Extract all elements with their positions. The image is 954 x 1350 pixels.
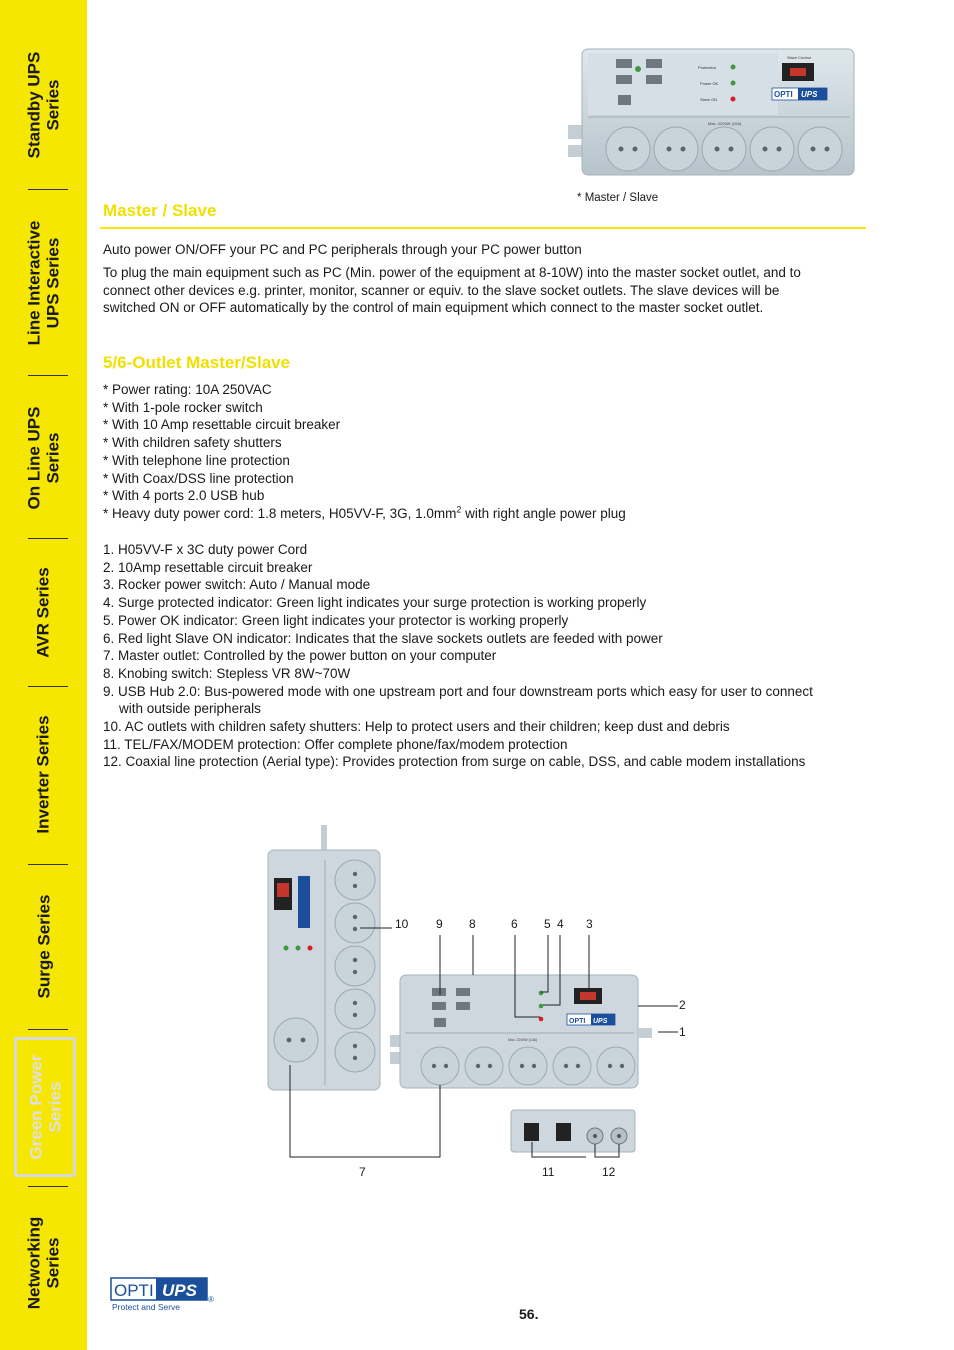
list-item: [103, 505, 823, 523]
logo-text-ups: UPS: [162, 1281, 197, 1300]
callout-1: 1: [679, 1025, 686, 1039]
sidebar-item-label: AVR Series: [34, 567, 53, 658]
callout-2: 2: [679, 998, 686, 1012]
sidebar-item-green-power[interactable]: [14, 1037, 76, 1177]
callout-10: 10: [395, 917, 409, 931]
list-item: 12. Coaxial line protection (Aerial type): Provides protection from surge on cable, DSS, and cable modem installations: [103, 754, 806, 770]
list-item: 11. TEL/FAX/MODEM protection: Offer complete phone/fax/modem protection: [103, 736, 568, 752]
logo-text-opti: OPTI: [114, 1281, 154, 1300]
section-divider: [100, 227, 866, 229]
product-photo-top: [568, 45, 858, 180]
product-diagram: [260, 820, 700, 1165]
sidebar-item-label: Series: [43, 79, 63, 131]
sidebar-item-label: Surge Series: [34, 894, 54, 998]
max-rating-label: Max. 2200W (10A): [708, 121, 742, 126]
svg-text:OPTI: OPTI: [569, 1018, 586, 1025]
numbered-list: [103, 541, 823, 771]
list-item: 3. Rocker power switch: Auto / Manual mode: [103, 577, 371, 593]
list-item: 2. 10Amp resettable circuit breaker: [103, 559, 313, 575]
protection-label: Protection: [698, 65, 717, 70]
sidebar-item-line-interactive[interactable]: [0, 195, 87, 370]
list-item: * With Coax/DSS line protection: [103, 470, 294, 486]
section-title-outlet-master-slave: 5/6-Outlet Master/Slave: [103, 353, 291, 372]
list-item: 4. Surge protected indicator: Green light indicates your surge protection is working properly: [103, 595, 647, 611]
svg-text:OPTI: OPTI: [774, 90, 793, 99]
sidebar-divider: [28, 686, 68, 687]
callout-4: 4: [557, 917, 564, 931]
sidebar-item-label: Green Power: [26, 1054, 45, 1160]
logo-registered-mark: ®: [208, 1295, 214, 1304]
sidebar-divider: [28, 864, 68, 865]
sidebar-item-label: Series: [43, 431, 63, 484]
list-item: 9. USB Hub 2.0: Bus-powered mode with one upstream port and four downstream ports which easy for user to connect with outside peripherals: [103, 683, 813, 717]
list-item: 10. AC outlets with children safety shutters: Help to protect users and their children; keep dust and debris: [103, 719, 730, 735]
sidebar-item-label: Series: [45, 1081, 64, 1133]
section-title-master-slave: Master / Slave: [103, 201, 217, 220]
caption-text: Master / Slave: [584, 192, 659, 204]
slave-on-label: Slave ON: [700, 97, 718, 102]
svg-text:UPS: UPS: [801, 90, 818, 99]
page-number: 56.: [519, 1306, 539, 1322]
callout-7: 7: [359, 1165, 366, 1179]
sidebar-item-surge[interactable]: [0, 870, 87, 1022]
list-item: * With 1-pole rocker switch: [103, 399, 263, 415]
slave-control-label: Slave Control: [787, 55, 812, 60]
caption-asterisk: *: [577, 192, 582, 204]
power-ok-label: Power OK: [700, 81, 719, 86]
sidebar-divider: [28, 538, 68, 539]
list-item: 6. Red light Slave ON indicator: Indicates that the slave sockets outlets are feeded with power: [103, 630, 663, 646]
list-item: * Power rating: 10A 250VAC: [103, 382, 272, 397]
opti-ups-logo: [110, 1277, 220, 1315]
callout-6: 6: [511, 917, 518, 931]
callout-5: 5: [544, 917, 551, 931]
sidebar-divider: [28, 1029, 68, 1030]
cord-spec-text: with right angle power plug: [461, 505, 626, 521]
callout-8: 8: [469, 917, 476, 931]
photo-caption: [577, 192, 658, 204]
feature-list: [103, 381, 823, 523]
list-item: 7. Master outlet: Controlled by the power button on your computer: [103, 648, 497, 664]
logo-tagline: Protect and Serve: [112, 1302, 181, 1312]
list-item: 8. Knobing switch: Stepless VR 8W~70W: [103, 665, 351, 681]
callout-3: 3: [586, 917, 593, 931]
sidebar-item-avr[interactable]: [0, 545, 87, 680]
sidebar: [0, 0, 87, 1350]
sidebar-item-label: Networking: [24, 1216, 44, 1309]
sidebar-item-label: Inverter Series: [34, 715, 54, 834]
cord-spec-text: * Heavy duty power cord: 1.8 meters, H05VV-F, 3G, 1.0mm: [103, 505, 457, 521]
diagram-max-rating-label: Max. 2200W (10A): [508, 1038, 538, 1042]
sidebar-item-label: Series: [43, 1236, 63, 1289]
sidebar-item-standby-ups[interactable]: [0, 30, 87, 180]
callout-12: 12: [602, 1165, 616, 1179]
sidebar-divider: [28, 1186, 68, 1187]
sidebar-divider: [28, 189, 68, 190]
list-item: 1. H05VV-F x 3C duty power Cord: [103, 542, 308, 557]
callout-11: 11: [542, 1165, 555, 1179]
sidebar-item-label: UPS Series: [43, 237, 63, 328]
cord-spec-superscript: 2: [456, 504, 462, 515]
intro-paragraph: Auto power ON/OFF your PC and PC peripherals through your PC power button: [103, 242, 582, 257]
list-item: * With 4 ports 2.0 USB hub: [103, 488, 265, 504]
sidebar-item-label: On Line UPS: [24, 406, 44, 509]
callout-9: 9: [436, 917, 443, 931]
list-item: * With 10 Amp resettable circuit breaker: [103, 417, 341, 433]
description-paragraph: To plug the main equipment such as PC (Min. power of the equipment at 8-10W) into the master socket outlet, and to connect other devices e.g. printer, monitor, scanner or equiv. to the slave socket outlets. The slave devices will be switched ON or OFF automatically by the control of main equipment which connect to the master socket outlet.: [103, 265, 801, 316]
sidebar-divider: [28, 375, 68, 376]
sidebar-item-inverter[interactable]: [0, 692, 87, 857]
list-item: 5. Power OK indicator: Green light indicates your protector is working properly: [103, 612, 569, 628]
list-item: * With children safety shutters: [103, 435, 282, 451]
list-item: * With telephone line protection: [103, 452, 290, 468]
sidebar-item-label: Standby UPS: [24, 51, 44, 159]
sidebar-item-online-ups[interactable]: [0, 385, 87, 530]
svg-text:UPS: UPS: [593, 1018, 608, 1025]
sidebar-item-label: Line Interactive: [24, 220, 44, 345]
sidebar-item-networking[interactable]: [0, 1195, 87, 1330]
